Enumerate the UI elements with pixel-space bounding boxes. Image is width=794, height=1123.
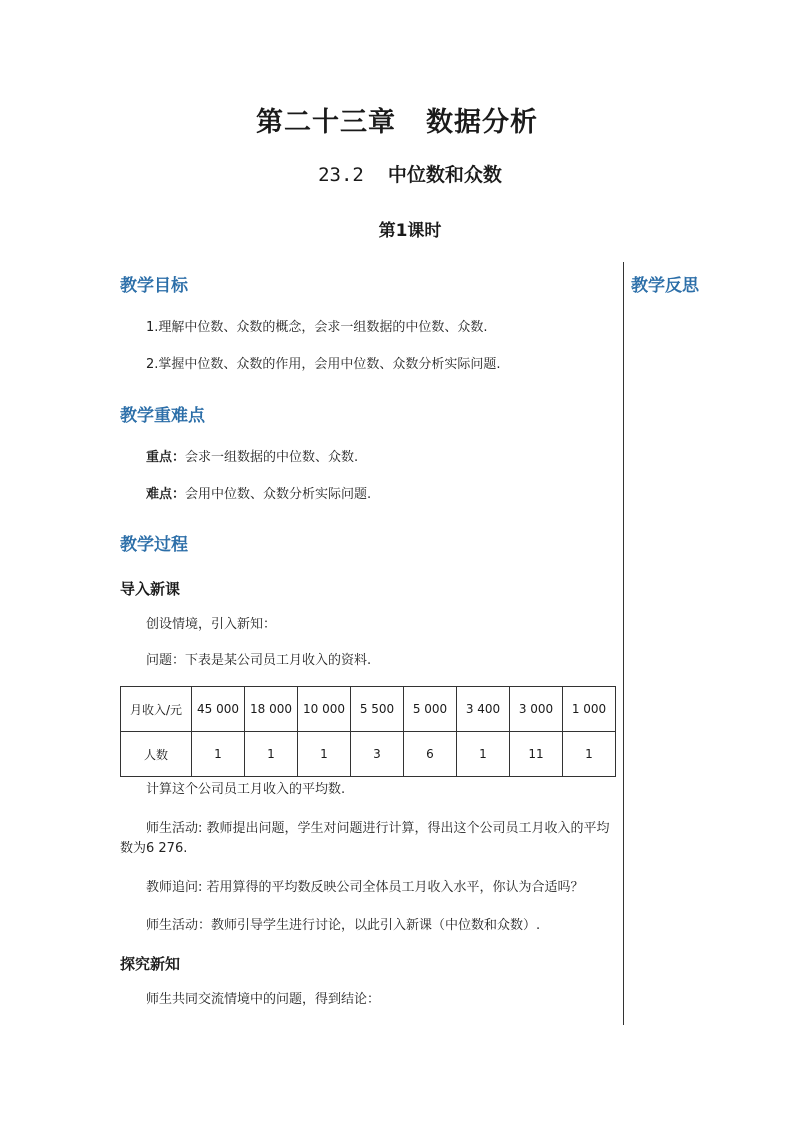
- chapter-name: 数据分析: [426, 107, 538, 138]
- count-cell: 6: [404, 732, 457, 777]
- activity-1-text: 师生活动: 教师提出问题，学生对问题进行计算，得出这个公司员工月收入的平均数为6 276.: [120, 821, 610, 856]
- key-point-line: [120, 448, 620, 468]
- activity-2-text: 师生活动：教师引导学生进行讨论，以此引入新课（中位数和众数）.: [146, 918, 541, 933]
- income-row-label: 月收入/元: [121, 687, 192, 732]
- explore-line-1: 师生共同交流情境中的问题，得到结论：: [146, 992, 381, 1007]
- after-table-text: 计算这个公司员工月收入的平均数.: [146, 782, 346, 797]
- key-point-text: 会求一组数据的中位数、众数.: [185, 450, 359, 465]
- chapter-number: 第二十三章: [256, 107, 396, 138]
- followup-text: 教师追问: 若用算得的平均数反映公司全体员工月收入水平，你认为合适吗？: [146, 880, 584, 895]
- difficult-point-label: 难点：: [146, 487, 186, 502]
- count-cell: 3: [351, 732, 404, 777]
- reflection-heading: 教学反思: [631, 276, 699, 296]
- income-cell: 10 000: [298, 687, 351, 732]
- objective-item-2: 2.掌握中位数、众数的作用，会用中位数、众数分析实际问题.: [146, 357, 501, 372]
- count-cell: 1: [192, 732, 245, 777]
- key-points-heading: 教学重难点: [120, 406, 205, 426]
- process-heading: 教学过程: [120, 535, 188, 555]
- key-point-label: 重点：: [146, 450, 186, 465]
- intro-line-2: 问题：下表是某公司员工月收入的资料.: [146, 653, 372, 668]
- count-row: [121, 732, 616, 777]
- income-row: [121, 687, 616, 732]
- income-cell: 18 000: [245, 687, 298, 732]
- income-cell: 5 500: [351, 687, 404, 732]
- lesson-title: 第1课时: [378, 221, 442, 241]
- count-cell: 1: [457, 732, 510, 777]
- section-title: [0, 160, 794, 187]
- column-divider: [623, 262, 624, 1025]
- intro-heading: 导入新课: [120, 580, 181, 598]
- count-cell: 1: [563, 732, 616, 777]
- difficult-point-text: 会用中位数、众数分析实际问题.: [185, 487, 372, 502]
- explore-heading: 探究新知: [120, 955, 181, 973]
- intro-line-1: 创设情境，引入新知：: [146, 617, 277, 632]
- count-cell: 11: [510, 732, 563, 777]
- income-cell: 3 000: [510, 687, 563, 732]
- income-cell: 45 000: [192, 687, 245, 732]
- income-cell: 1 000: [563, 687, 616, 732]
- income-cell: 5 000: [404, 687, 457, 732]
- difficult-point-line: [120, 485, 620, 505]
- count-row-label: 人数: [121, 732, 192, 777]
- section-name: 中位数和众数: [387, 164, 502, 186]
- chapter-title: [0, 100, 794, 139]
- count-cell: 1: [298, 732, 351, 777]
- income-table: [120, 686, 616, 777]
- income-cell: 3 400: [457, 687, 510, 732]
- count-cell: 1: [245, 732, 298, 777]
- section-number: 23.2: [318, 164, 364, 186]
- objectives-heading: 教学目标: [120, 276, 188, 296]
- objective-item-1: 1.理解中位数、众数的概念，会求一组数据的中位数、众数.: [146, 320, 488, 335]
